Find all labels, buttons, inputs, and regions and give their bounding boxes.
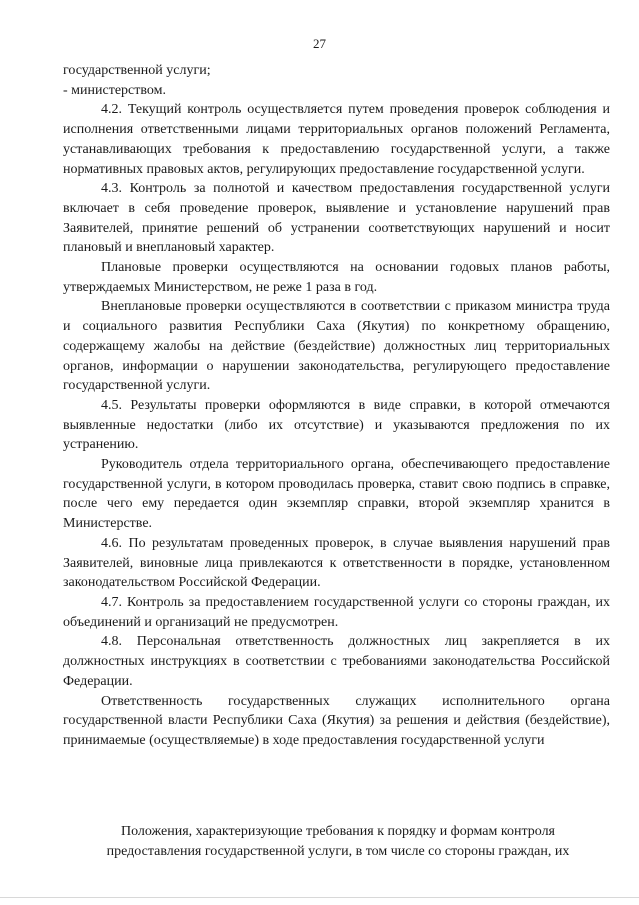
section-heading: Положения, характеризующие требования к порядку и формам контроля предоставления государственной услуги, в том числе со стороны граждан, их	[106, 824, 570, 859]
paragraph: 4.5. Результаты проверки оформляются в виде справки, в которой отмечаются выявленные недостатки (либо их отсутствие) и указываются предложения по их устранению.	[63, 397, 610, 453]
paragraph: Плановые проверки осуществляются на основании годовых планов работы, утверждаемых Министерством, не реже 1 раза в год.	[63, 260, 610, 295]
paragraph: - министерством.	[63, 82, 166, 98]
paragraph: 4.2. Текущий контроль осуществляется путем проведения проверок соблюдения и исполнения ответственными лицами территориальных органов положений Регламента, устанавливающих требования к предоставлению государственной услуги, а также нормативных правовых актов, регулирующих предоставление государственной услуги.	[63, 102, 610, 177]
paragraph: государственной услуги;	[63, 63, 211, 78]
page-number: 27	[313, 36, 326, 51]
document-body	[63, 61, 610, 751]
paragraph: Руководитель отдела территориального органа, обеспечивающего предоставление государственной услуги, в котором проводилась проверка, ставит свою подпись в справке, после чего ему передается один экземпляр справки, второй экземпляр хранится в Министерстве.	[63, 457, 610, 532]
page-bottom-divider	[0, 897, 639, 898]
paragraph: 4.7. Контроль за предоставлением государственной услуги со стороны граждан, их объединений и организаций не предусмотрен.	[63, 594, 610, 630]
paragraph: Ответственность государственных служащих исполнительного органа государственной власти Республики Саха (Якутия) за решения и действия (бездействие), принимаемые (осуществляемые) в ходе предоставления государственной услуги	[63, 693, 610, 748]
paragraph: 4.8. Персональная ответственность должностных лиц закрепляется в их должностных инструкциях в соответствии с требованиями законодательства Российской Федерации.	[63, 634, 610, 689]
paragraph: Внеплановые проверки осуществляются в соответствии с приказом министра труда и социального развития Республики Саха (Якутия) по конкретному обращению, содержащему жалобы на действие (бездействие) должностных лиц территориальных органов, информации о нарушении законодательства, регулирующего предоставление государственной услуги.	[63, 299, 610, 394]
paragraph: 4.6. По результатам проведенных проверок, в случае выявления нарушений прав Заявителей, виновные лица привлекаются к ответственности в порядке, установленном законодательством Российской Федерации.	[63, 535, 610, 591]
paragraph: 4.3. Контроль за полнотой и качеством предоставления государственной услуги включает в себя проведение проверок, выявление и установление нарушений прав Заявителей, принятие решений об устранении соответствующих нарушений и носит плановый и внеплановый характер.	[63, 181, 610, 256]
